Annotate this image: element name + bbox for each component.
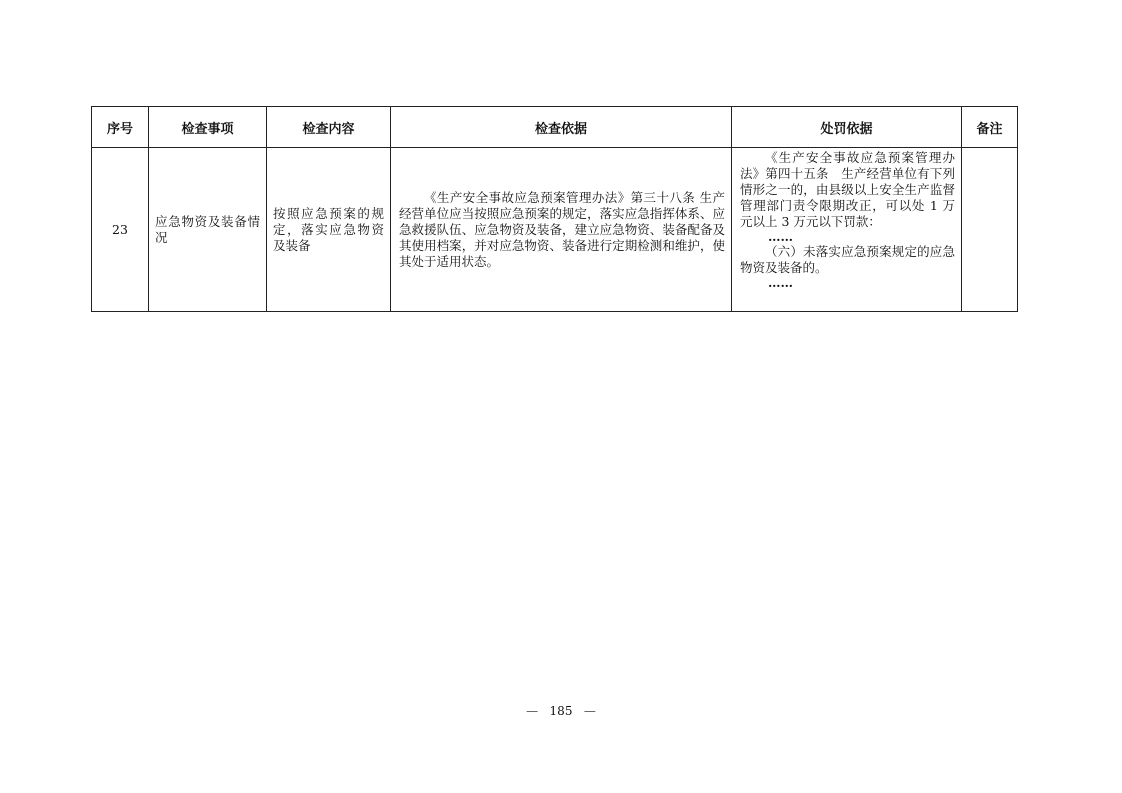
footer-dash-left: — (526, 704, 539, 718)
inspection-basis-text: 《生产安全事故应急预案管理办法》第三十八条 生产经营单位应当按照应急预案的规定，落实应急指挥体系、应急救援队伍、应急物资及装备，建立应急物资、装备配备及其使用档案，并对应急物资、装备进行定期检测和维护，使其处于适用状态。 (399, 189, 725, 269)
penalty-ellipsis-1: …… (768, 229, 793, 244)
cell-inspection-content: 按照应急预案的规定，落实应急物资及装备 (267, 148, 391, 312)
penalty-clause-text: （六）未落实应急预案规定的应急物资及装备的。 (740, 244, 955, 275)
header-serial-number: 序号 (92, 107, 149, 148)
header-inspection-item: 检查事项 (149, 107, 267, 148)
page-footer (0, 704, 1122, 718)
inspection-table (91, 106, 1018, 312)
cell-serial-number: 23 (92, 148, 149, 312)
cell-inspection-basis (391, 148, 732, 312)
inspection-table-container (91, 106, 1017, 312)
header-penalty-basis: 处罚依据 (732, 107, 962, 148)
cell-remarks (962, 148, 1018, 312)
table-row (92, 148, 1018, 312)
cell-penalty-basis (732, 148, 962, 312)
table-header-row (92, 107, 1018, 148)
penalty-intro-text: 《生产安全事故应急预案管理办法》第四十五条 生产经营单位有下列情形之一的，由县级以上安全生产监督管理部门责令限期改正，可以处 1 万元以上 3 万元以下罚款： (740, 150, 955, 229)
header-inspection-basis: 检查依据 (391, 107, 732, 148)
header-remarks: 备注 (962, 107, 1018, 148)
page-number: 185 (549, 704, 573, 718)
penalty-ellipsis-2: …… (768, 275, 793, 290)
header-inspection-content: 检查内容 (267, 107, 391, 148)
cell-inspection-item: 应急物资及装备情况 (149, 148, 267, 312)
footer-dash-right: — (583, 704, 596, 718)
